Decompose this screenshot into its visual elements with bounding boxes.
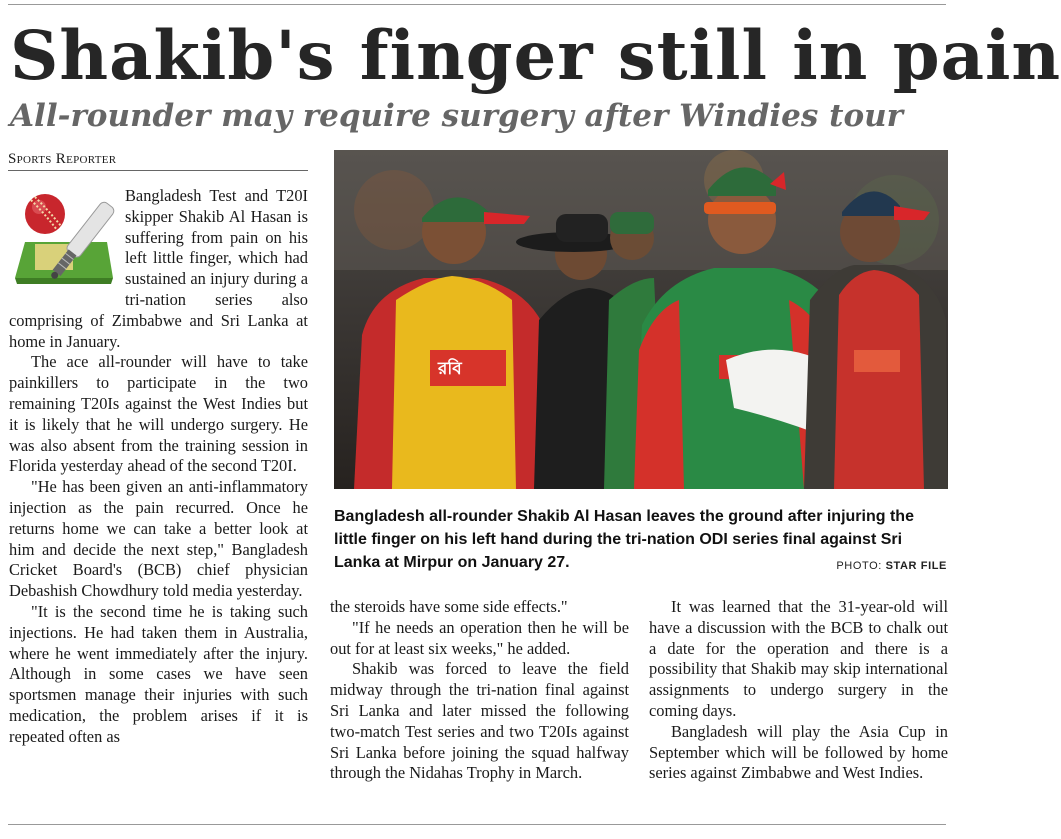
article-column-2 bbox=[330, 597, 629, 784]
bottom-rule bbox=[8, 824, 946, 825]
paragraph-4-continued: the steroids have some side effects." bbox=[330, 597, 568, 616]
photo-credit-source: STAR FILE bbox=[885, 560, 947, 572]
cricket-ball-bat-icon bbox=[9, 186, 119, 290]
paragraph-1: Bangladesh Test and T20I skipper Shakib Al Hasan is suffering from pain on his left little finger, which had sustained an injury during a tri-nation series also comprising of Zimbabwe and Sri Lanka at home in January. bbox=[9, 186, 308, 351]
paragraph-7: It was learned that the 31-year-old will have a discussion with the BCB to chalk out a date for the operation and there is a possibility that Shakib may skip international assignments to undergo surgery in the coming days. bbox=[649, 597, 948, 720]
photo-credit bbox=[836, 560, 947, 572]
headline: Shakib's finger still in pain bbox=[10, 16, 1061, 95]
article-column-3 bbox=[649, 597, 948, 784]
byline: Sports Reporter bbox=[8, 151, 308, 171]
photo-caption: Bangladesh all-rounder Shakib Al Hasan leaves the ground after injuring the little finger on his left hand during the tri-nation ODI series final against Sri Lanka at Mirpur on January 27. bbox=[334, 508, 914, 571]
paragraph-5: "If he needs an operation then he will be out for at least six weeks," he added. bbox=[330, 617, 629, 658]
paragraph-8: Bangladesh will play the Asia Cup in September which will be followed by home series against Zimbabwe and West Indies. bbox=[649, 721, 948, 783]
paragraph-4: "It is the second time he is taking such injections. He had taken them in Australia, where he went immediately after the injury. Although in some cases we have seen sportsmen manage their injuries with such medication, the problem arises if it is repeated often as bbox=[9, 601, 308, 746]
article-column-1 bbox=[9, 186, 308, 811]
photo-credit-label: PHOTO: bbox=[836, 560, 882, 572]
top-rule bbox=[8, 4, 946, 5]
subheadline: All-rounder may require surgery after Windies tour bbox=[10, 98, 903, 134]
news-photo bbox=[334, 150, 948, 489]
paragraph-2: The ace all-rounder will have to take painkillers to participate in the two remaining T20Is against the West Indies but it is likely that he will undergo surgery. He was also absent from the training session in Florida yesterday ahead of the second T20I. bbox=[9, 352, 308, 476]
jersey-sponsor-text: রবি bbox=[438, 359, 462, 379]
paragraph-6: Shakib was forced to leave the field midway through the tri-nation final against Sri Lanka and later missed the following two-match Test series and two T20Is against Sri Lanka before joining the squad halfway through the Nidahas Trophy in March. bbox=[330, 659, 629, 783]
paragraph-3: "He has been given an anti-inflammatory injection as the pain recurred. Once he returns home we can take a better look at him and decide the next step," Bangladesh Cricket Board's (BCB) chief physician Debashish Chowdhury told media yesterday. bbox=[9, 477, 308, 601]
